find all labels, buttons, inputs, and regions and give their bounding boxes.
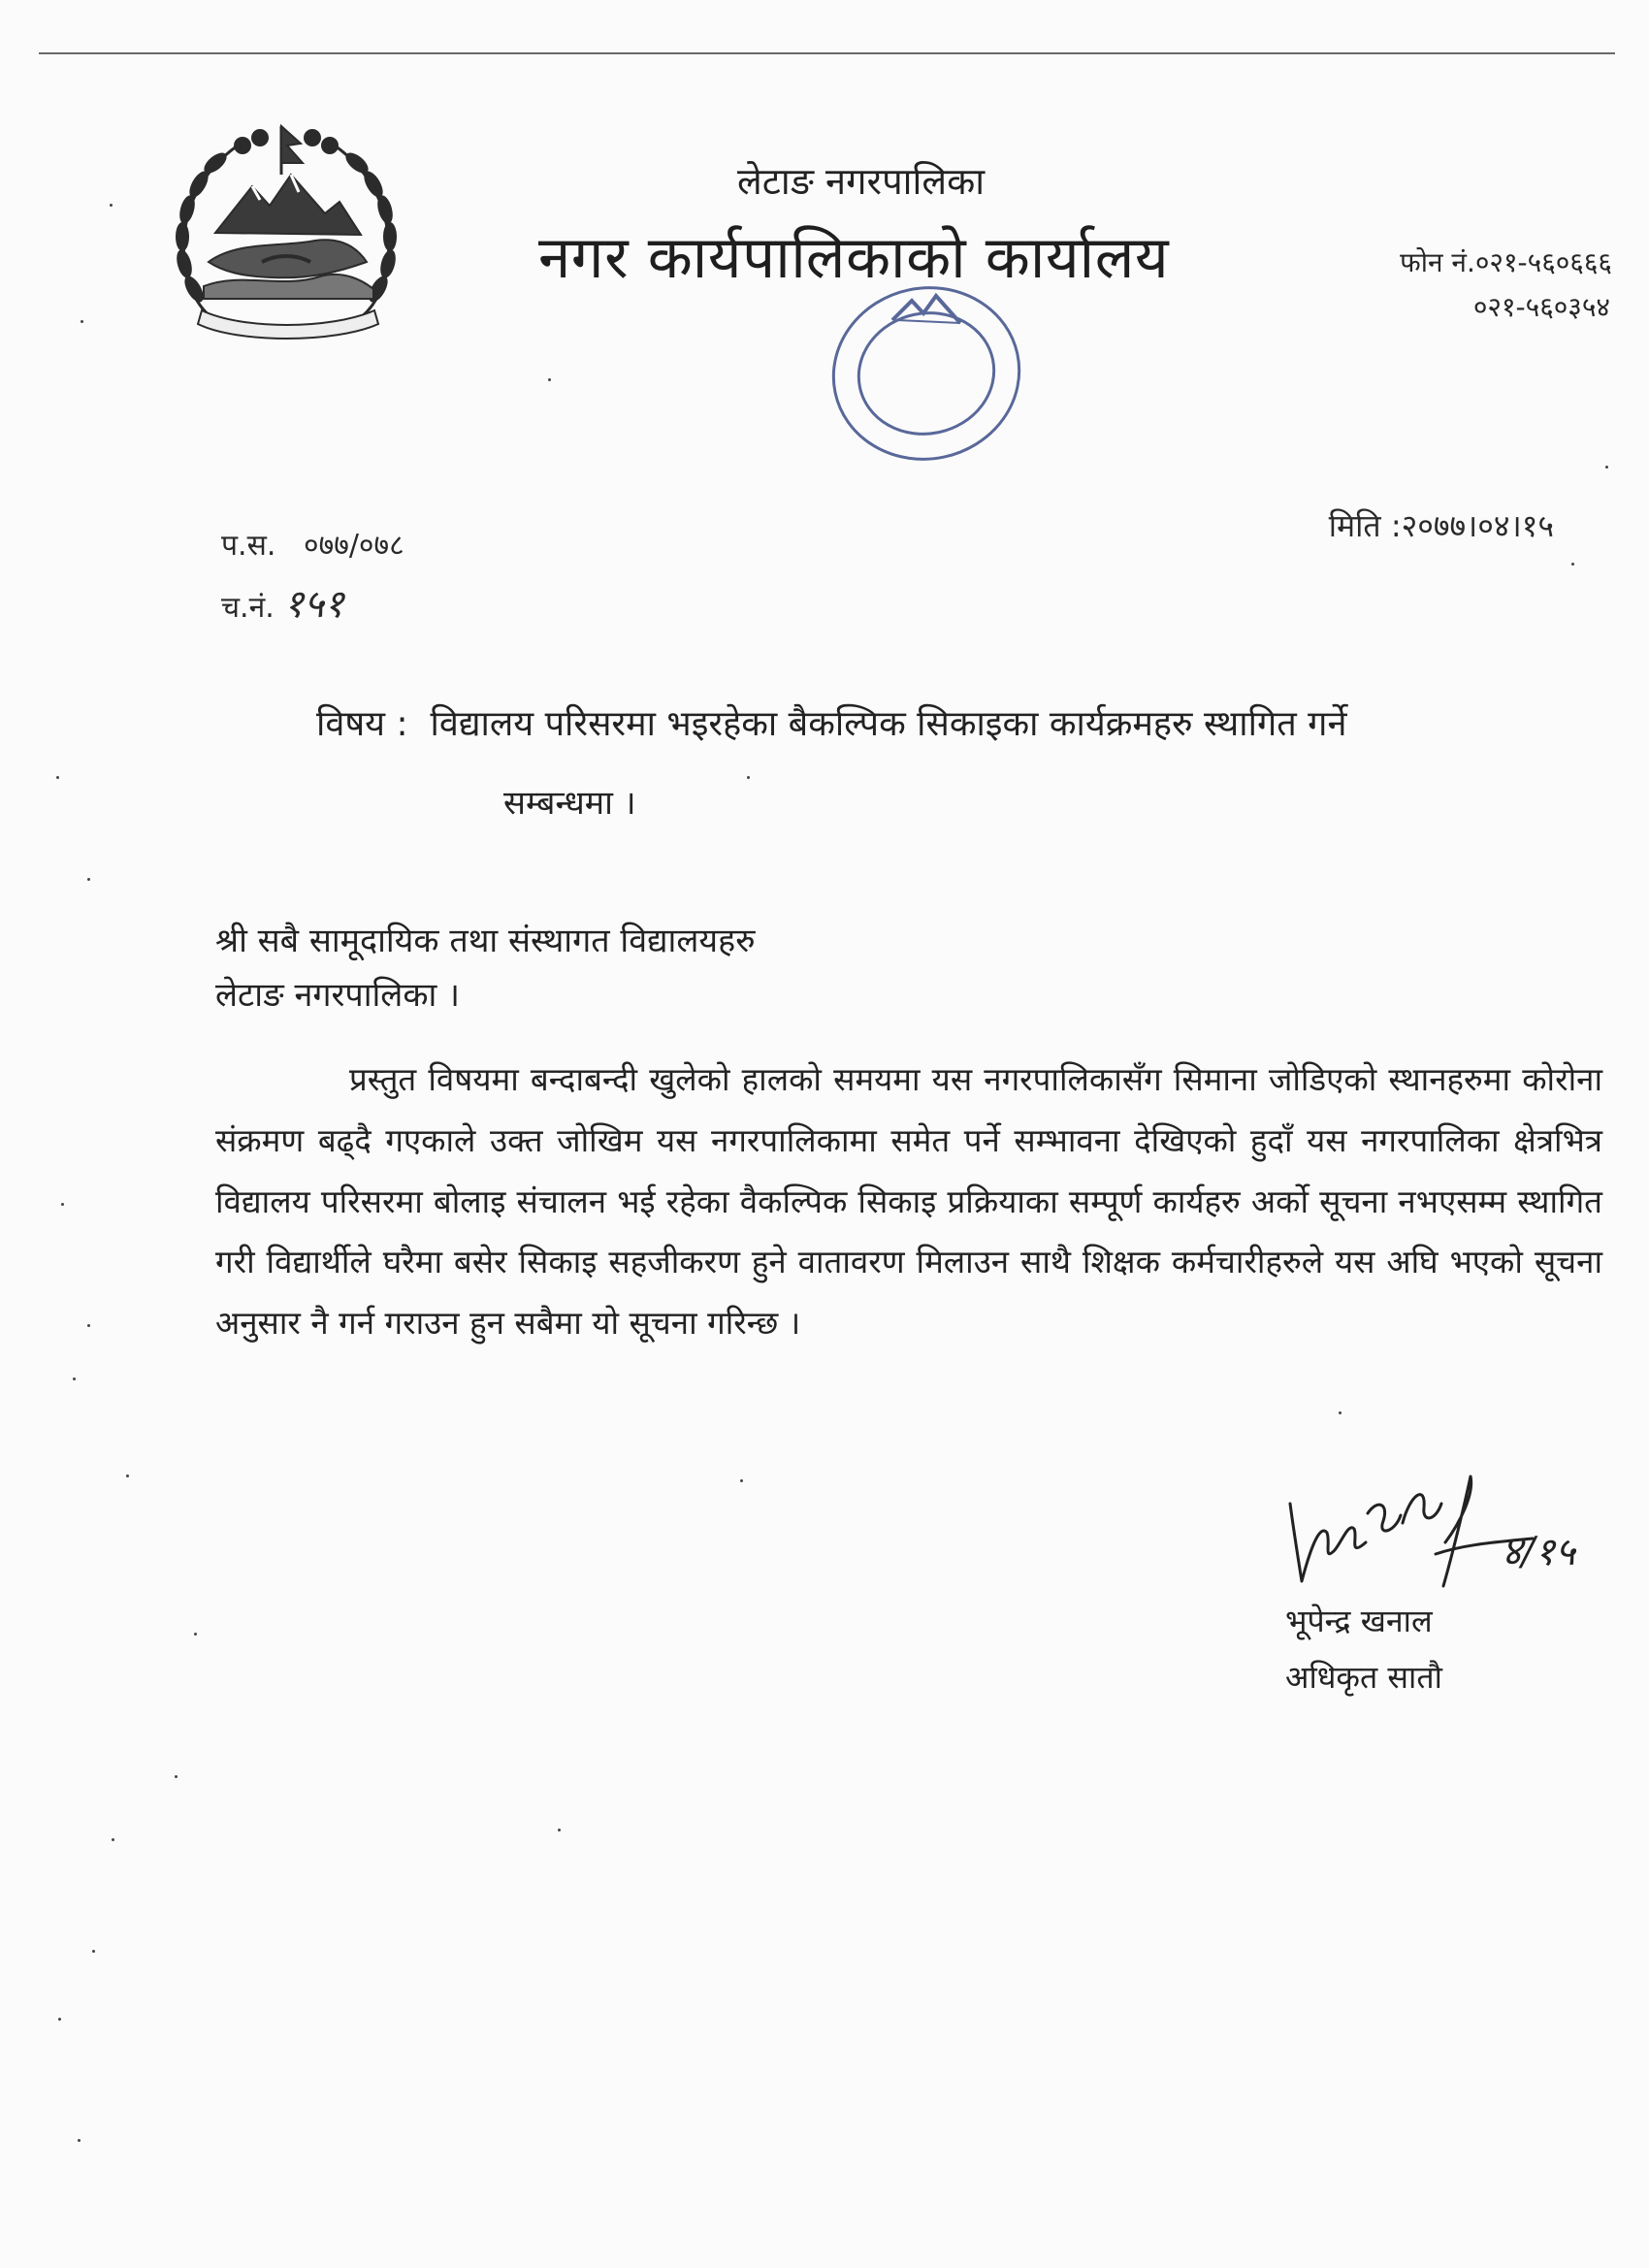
signer-block [1285,1593,1442,1705]
speck [558,1829,561,1831]
ps-value: ०७७/०७८ [304,529,404,563]
office-title: नगर कार्यपालिकाको कार्यालय [538,224,1170,292]
signature-date: ४/१५ [1502,1530,1575,1574]
office-seal-icon [815,276,1038,480]
speck [81,320,83,323]
speck [126,1474,129,1477]
addressee-block [215,914,756,1022]
subject-line [316,698,1346,746]
speck [73,1377,76,1380]
subject-text: विद्यालय परिसरमा भइरहेका बैकल्पिक सिकाइका कार्यक्रमहरु स्थागित गर्ने [430,704,1347,744]
speck [61,1203,64,1206]
signer-title: अधिकृत सातौ [1285,1659,1442,1696]
speck [78,2139,81,2142]
speck [740,1479,743,1482]
addressee-line-1: श्री सबै सामूदायिक तथा संस्थागत विद्यालयहरु [215,922,756,960]
subject-line-2: सम्बन्धमा । [503,784,636,823]
speck [56,776,59,779]
letter-body: प्रस्तुत विषयमा बन्दाबन्दी खुलेको हालको समयमा यस नगरपालिकासँग सिमाना जोडिएको स्थानहरुमा कोरोना संक्रमण बढ्दै गएकाले उक्त जोखिम यस नगरपालिकामा समेत पर्ने सम्भावना देखिएको हुदाँ यस नगरपालिका क्षेत्रभित्र विद्यालय परिसरमा बोलाइ संचालन भई रहेका वैकल्पिक सिकाइ प्रक्रियाका सम्पूर्ण कार्यहरु अर्को सूचना नभएसम्म स्थागित गरी विद्यार्थीले घरैमा बसेर सिकाइ सहजीकरण हुने वातावरण मिलाउन साथै शिक्षक कर्मचारीहरुले यस अघि भएको सूचना अनुसार नै गर्न गराउन हुन सबैमा यो सूचना गरिन्छ । [215,1060,1602,1343]
ps-label: प.स. [221,529,276,563]
subject-label: विषय : [316,704,408,744]
speck [87,1324,90,1327]
municipality-name: लेटाङ नगरपालिका [737,160,986,203]
phone-number-2: ०२१-५६०३५४ [1472,291,1610,323]
reference-block [221,517,404,637]
speck [1571,563,1574,566]
speck [1339,1411,1342,1414]
phone-number-1: फोन नं.०२१-५६०६६६ [1400,246,1612,278]
speck [112,1838,114,1841]
letter-date: मिति :२०७७।०४।१५ [1328,507,1554,544]
signer-name: भूपेन्द्र खनाल [1285,1603,1433,1639]
speck [1605,466,1608,469]
speck [58,2018,61,2021]
cn-row [221,575,404,637]
speck [92,1950,95,1953]
speck [175,1775,178,1778]
nepal-government-emblem-icon [146,116,427,349]
top-border-line [39,52,1615,54]
cn-label: च.नं. [221,591,275,625]
ps-row [221,517,404,575]
speck [194,1633,197,1636]
speck [110,204,113,207]
speck [548,378,551,381]
speck [747,776,750,779]
cn-value: १५१ [283,582,344,627]
phone-block [1400,241,1612,330]
speck [87,878,90,881]
addressee-line-2: लेटाङ नगरपालिका । [215,976,460,1015]
